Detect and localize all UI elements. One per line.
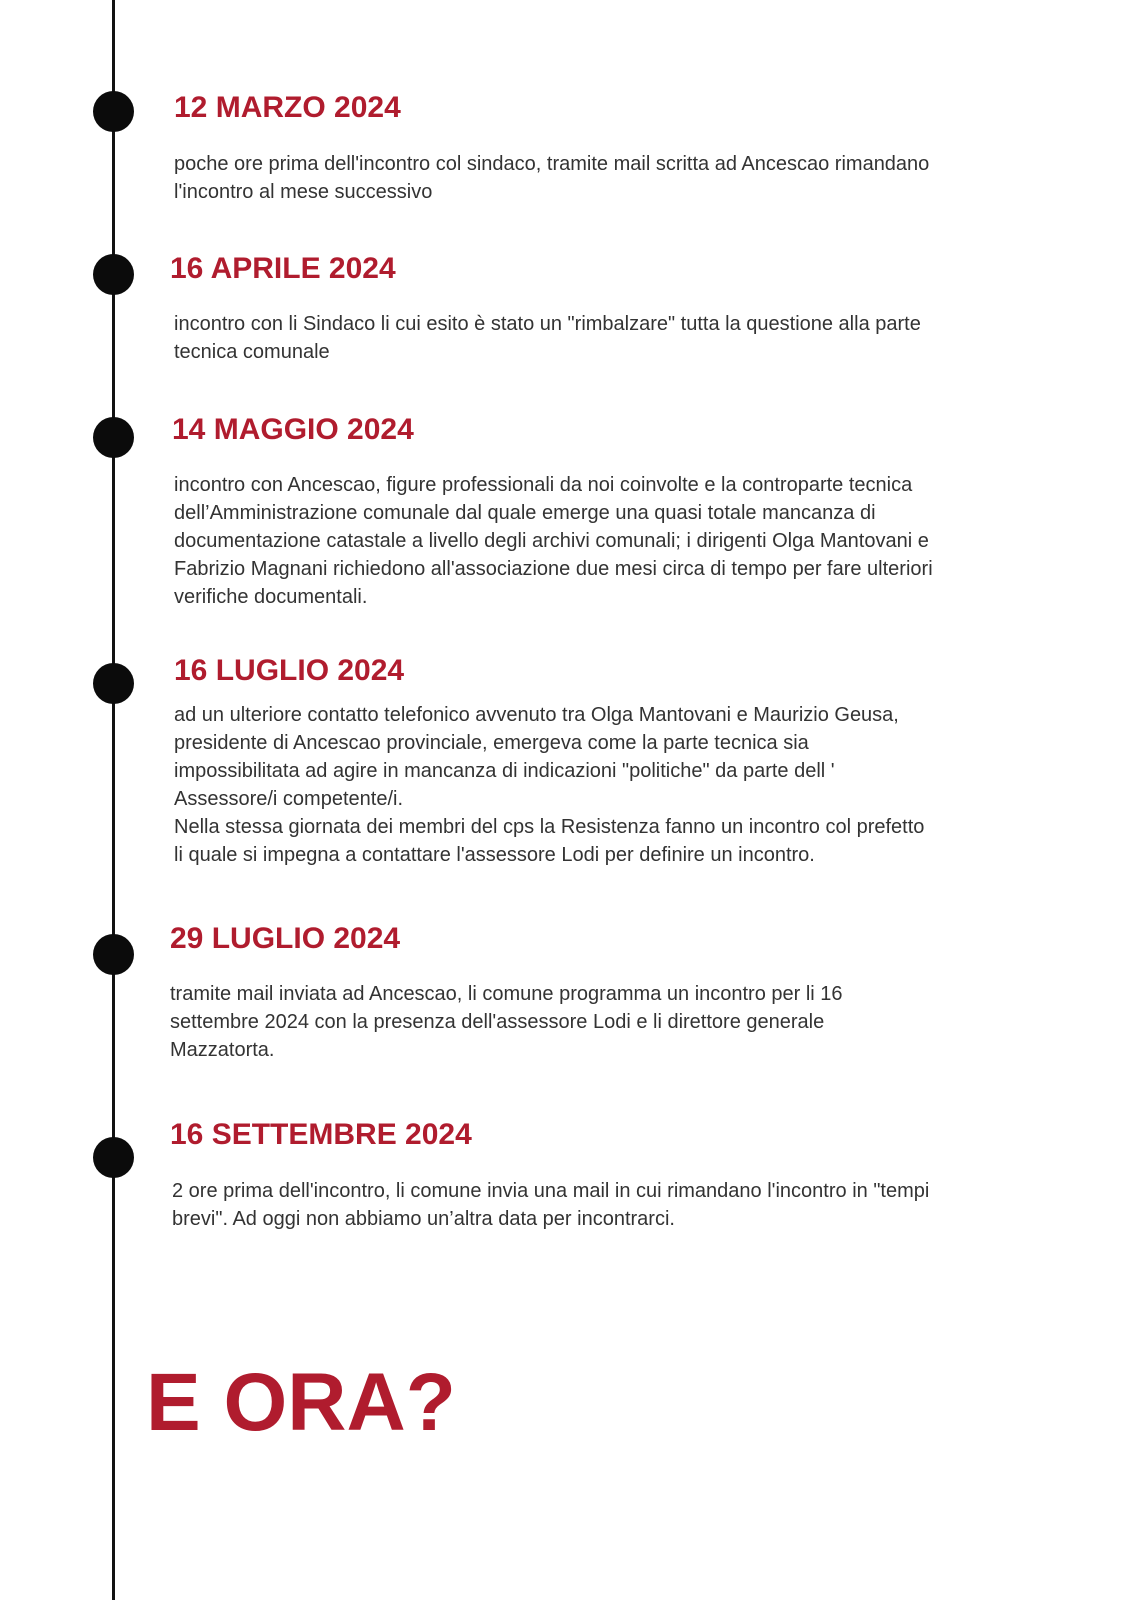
event-description-line: documentazione catastale a livello degli archivi comunali; i dirigenti Olga Mantovani e	[174, 530, 929, 552]
event-description	[174, 310, 1014, 366]
event-date: 16 APRILE 2024	[170, 252, 396, 285]
event-description-line: impossibilitata ad agire in mancanza di indicazioni "politiche" da parte dell '	[174, 760, 835, 782]
event-description-line: Nella stessa giornata dei membri del cps la Resistenza fanno un incontro col prefetto	[174, 816, 925, 838]
timeline-dot	[93, 254, 134, 295]
event-date: 16 LUGLIO 2024	[174, 654, 405, 687]
event-description-line: incontro con Ancescao, figure professionali da noi coinvolte e la controparte tecnica	[174, 474, 913, 496]
event-description-line: ad un ulteriore contatto telefonico avvenuto tra Olga Mantovani e Maurizio Geusa,	[174, 704, 899, 726]
timeline-dot	[93, 663, 134, 704]
event-description-line: brevi". Ad oggi non abbiamo un’altra data per incontrarci.	[172, 1208, 675, 1230]
event-description-line: dell’Amministrazione comunale dal quale emerge una quasi totale mancanza di	[174, 502, 876, 524]
timeline-dot	[93, 417, 134, 458]
event-date: 14 MAGGIO 2024	[172, 413, 414, 446]
event-description-line: l'incontro al mese successivo	[174, 181, 433, 203]
event-description-line: tecnica comunale	[174, 341, 330, 363]
event-description-line: 2 ore prima dell'incontro, li comune invia una mail in cui rimandano l'incontro in "tempi	[172, 1180, 930, 1202]
event-description	[174, 471, 1014, 611]
event-description	[172, 1177, 1012, 1233]
event-description	[170, 980, 1010, 1064]
event-description-line: Fabrizio Magnani richiedono all'associazione due mesi circa di tempo per fare ulteriori	[174, 558, 933, 580]
event-description-line: presidente di Ancescao provinciale, emergeva come la parte tecnica sia	[174, 732, 809, 754]
event-description-line: verifiche documentali.	[174, 586, 368, 608]
timeline-dot	[93, 91, 134, 132]
event-description-line: li quale si impegna a contattare l'assessore Lodi per definire un incontro.	[174, 844, 815, 866]
event-description-line: poche ore prima dell'incontro col sindaco, tramite mail scritta ad Ancescao rimandano	[174, 153, 930, 175]
event-description-line: tramite mail inviata ad Ancescao, li comune programma un incontro per li 16	[170, 983, 843, 1005]
event-description-line: settembre 2024 con la presenza dell'assessore Lodi e li direttore generale	[170, 1011, 825, 1033]
event-date: 29 LUGLIO 2024	[170, 922, 401, 955]
event-date: 12 MARZO 2024	[174, 91, 401, 124]
event-description-line: incontro con li Sindaco li cui esito è stato un "rimbalzare" tutta la questione alla parte	[174, 313, 921, 335]
event-description	[174, 150, 1014, 206]
event-date: 16 SETTEMBRE 2024	[170, 1118, 472, 1151]
timeline-dot	[93, 1137, 134, 1178]
timeline-dot	[93, 934, 134, 975]
closing-heading: E ORA?	[146, 1357, 456, 1448]
event-description-line: Assessore/i competente/i.	[174, 788, 403, 810]
event-description	[174, 701, 1014, 869]
event-description-line: Mazzatorta.	[170, 1039, 275, 1061]
timeline-line	[112, 0, 115, 1600]
